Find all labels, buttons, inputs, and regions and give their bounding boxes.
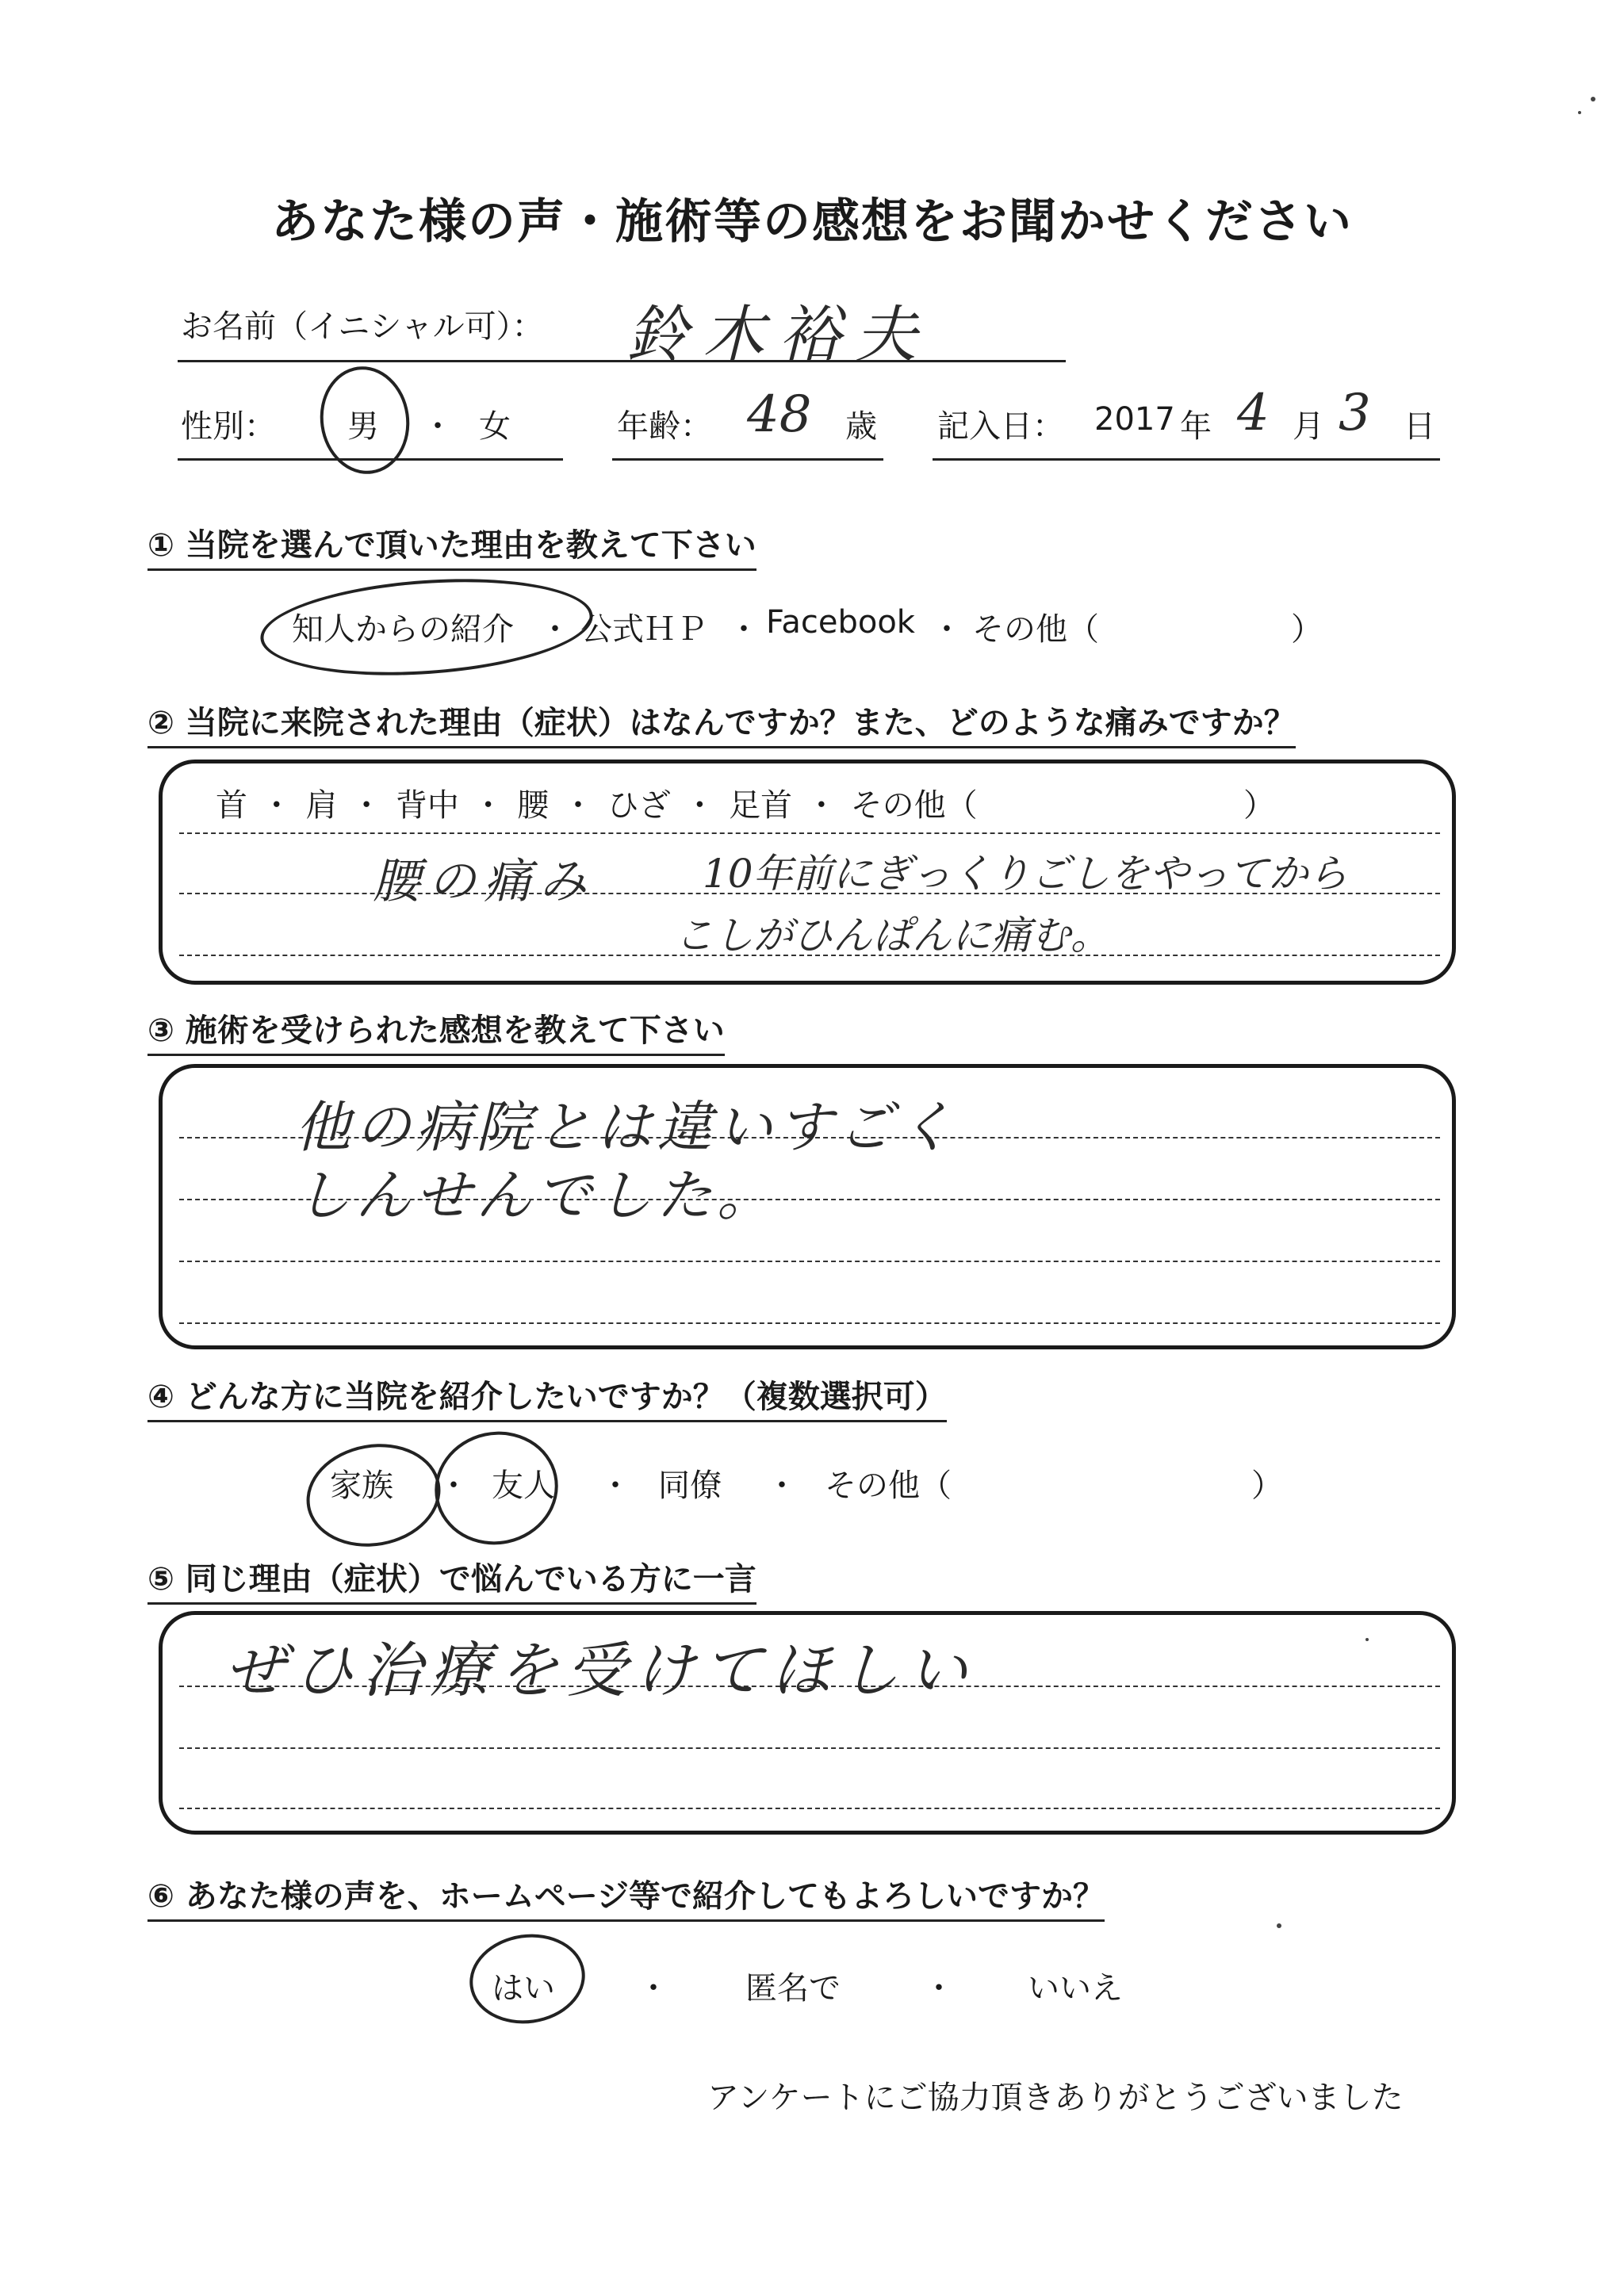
q5-question: ⑤ 同じ理由（症状）で悩んでいる方に一言 xyxy=(147,1554,756,1605)
q6-option-no[interactable]: いいえ xyxy=(1028,1970,1123,2007)
date-month-unit: 月 xyxy=(1293,408,1324,445)
scan-speck xyxy=(1591,97,1595,101)
q1-option-facebook[interactable]: Facebook xyxy=(766,604,915,641)
q1-separator: ・ xyxy=(539,611,571,648)
q1-close-paren: ） xyxy=(1291,611,1323,648)
q4-option-coworker[interactable]: 同僚 xyxy=(658,1468,722,1504)
name-underline xyxy=(178,360,1066,362)
q4-option-other[interactable]: その他（ xyxy=(825,1468,952,1504)
closing-message: アンケートにご協力頂きありがとうございました xyxy=(707,2080,1404,2116)
age-unit: 歳 xyxy=(845,408,877,445)
q4-option-friend[interactable]: 友人 xyxy=(492,1468,555,1504)
q2-answer-text: こしがひんぱんに痛む。 xyxy=(674,913,1110,959)
date-month: 4 xyxy=(1237,384,1270,442)
q1-option-homepage[interactable]: 公式ＨＰ xyxy=(580,611,707,648)
gender-separator: ・ xyxy=(422,408,454,445)
q2-answer-text: 10年前にぎっくりごしをやってから xyxy=(703,851,1348,897)
q1-question: ① 当院を選んで頂いた理由を教えて下さい xyxy=(147,520,756,571)
q6-separator: ・ xyxy=(923,1970,955,2007)
q4-question: ④ どんな方に当院を紹介したいですか？（複数選択可） xyxy=(147,1372,947,1422)
scan-speck xyxy=(1578,111,1581,114)
q1-option-referral[interactable]: 知人からの紹介 xyxy=(292,611,514,648)
q6-separator: ・ xyxy=(638,1970,669,2007)
scan-speck xyxy=(1277,1923,1281,1928)
q4-option-family[interactable]: 家族 xyxy=(330,1468,393,1504)
date-label: 記入日： xyxy=(937,408,1064,445)
gender-male-option[interactable]: 男 xyxy=(347,408,379,445)
scan-speck xyxy=(1365,1638,1369,1641)
q2-symptom-options[interactable]: 首 ・ 肩 ・ 背中 ・ 腰 ・ ひざ ・ 足首 ・ その他（ xyxy=(216,787,978,824)
q4-separator: ・ xyxy=(438,1468,469,1504)
q5-answer-line xyxy=(179,1747,1440,1749)
age-label: 年齢： xyxy=(617,408,712,445)
q5-answer-line xyxy=(179,1808,1440,1809)
gender-female-option[interactable]: 女 xyxy=(479,408,511,445)
q1-separator: ・ xyxy=(931,611,963,648)
date-day-unit: 日 xyxy=(1404,408,1435,445)
gender-label: 性別： xyxy=(181,408,276,445)
q4-close-paren: ） xyxy=(1251,1468,1283,1504)
q6-option-yes[interactable]: はい xyxy=(492,1970,555,2007)
name-value: 鈴木裕夫 xyxy=(626,300,932,371)
name-label: お名前（イニシャル可）： xyxy=(181,308,544,345)
q2-close-paren: ） xyxy=(1243,787,1275,824)
q2-answer-line xyxy=(179,832,1440,834)
q6-option-anonymous[interactable]: 匿名で xyxy=(745,1970,841,2007)
age-value: 48 xyxy=(747,385,812,444)
age-underline xyxy=(612,458,883,461)
q5-answer-text: ぜひ治療を受けてほしい xyxy=(225,1635,975,1705)
q3-answer-line xyxy=(179,1322,1440,1324)
q3-question: ③ 施術を受けられた感想を教えて下さい xyxy=(147,1005,725,1056)
date-day: 3 xyxy=(1339,384,1371,442)
q6-question: ⑥ あなた様の声を、ホームページ等で紹介してもよろしいですか？ xyxy=(147,1871,1105,1922)
q1-separator: ・ xyxy=(728,611,760,648)
q3-answer-text: 他の病院とは違いすごく xyxy=(295,1095,958,1160)
q1-option-other[interactable]: その他（ xyxy=(972,611,1099,648)
q3-answer-text: しんせんでした。 xyxy=(295,1163,777,1228)
gender-underline xyxy=(178,458,563,461)
q4-separator: ・ xyxy=(599,1468,631,1504)
page-title: あなた様の声・施術等の感想をお聞かせください xyxy=(271,194,1353,250)
q2-question: ② 当院に来院された理由（症状）はなんですか？また、どのような痛みですか？ xyxy=(147,698,1296,748)
date-year: 2017 xyxy=(1094,401,1175,438)
date-year-unit: 年 xyxy=(1180,408,1212,445)
q3-answer-line xyxy=(179,1261,1440,1262)
q4-separator: ・ xyxy=(766,1468,798,1504)
q2-answer-text: 腰の痛み xyxy=(373,854,595,909)
date-underline xyxy=(933,458,1440,461)
